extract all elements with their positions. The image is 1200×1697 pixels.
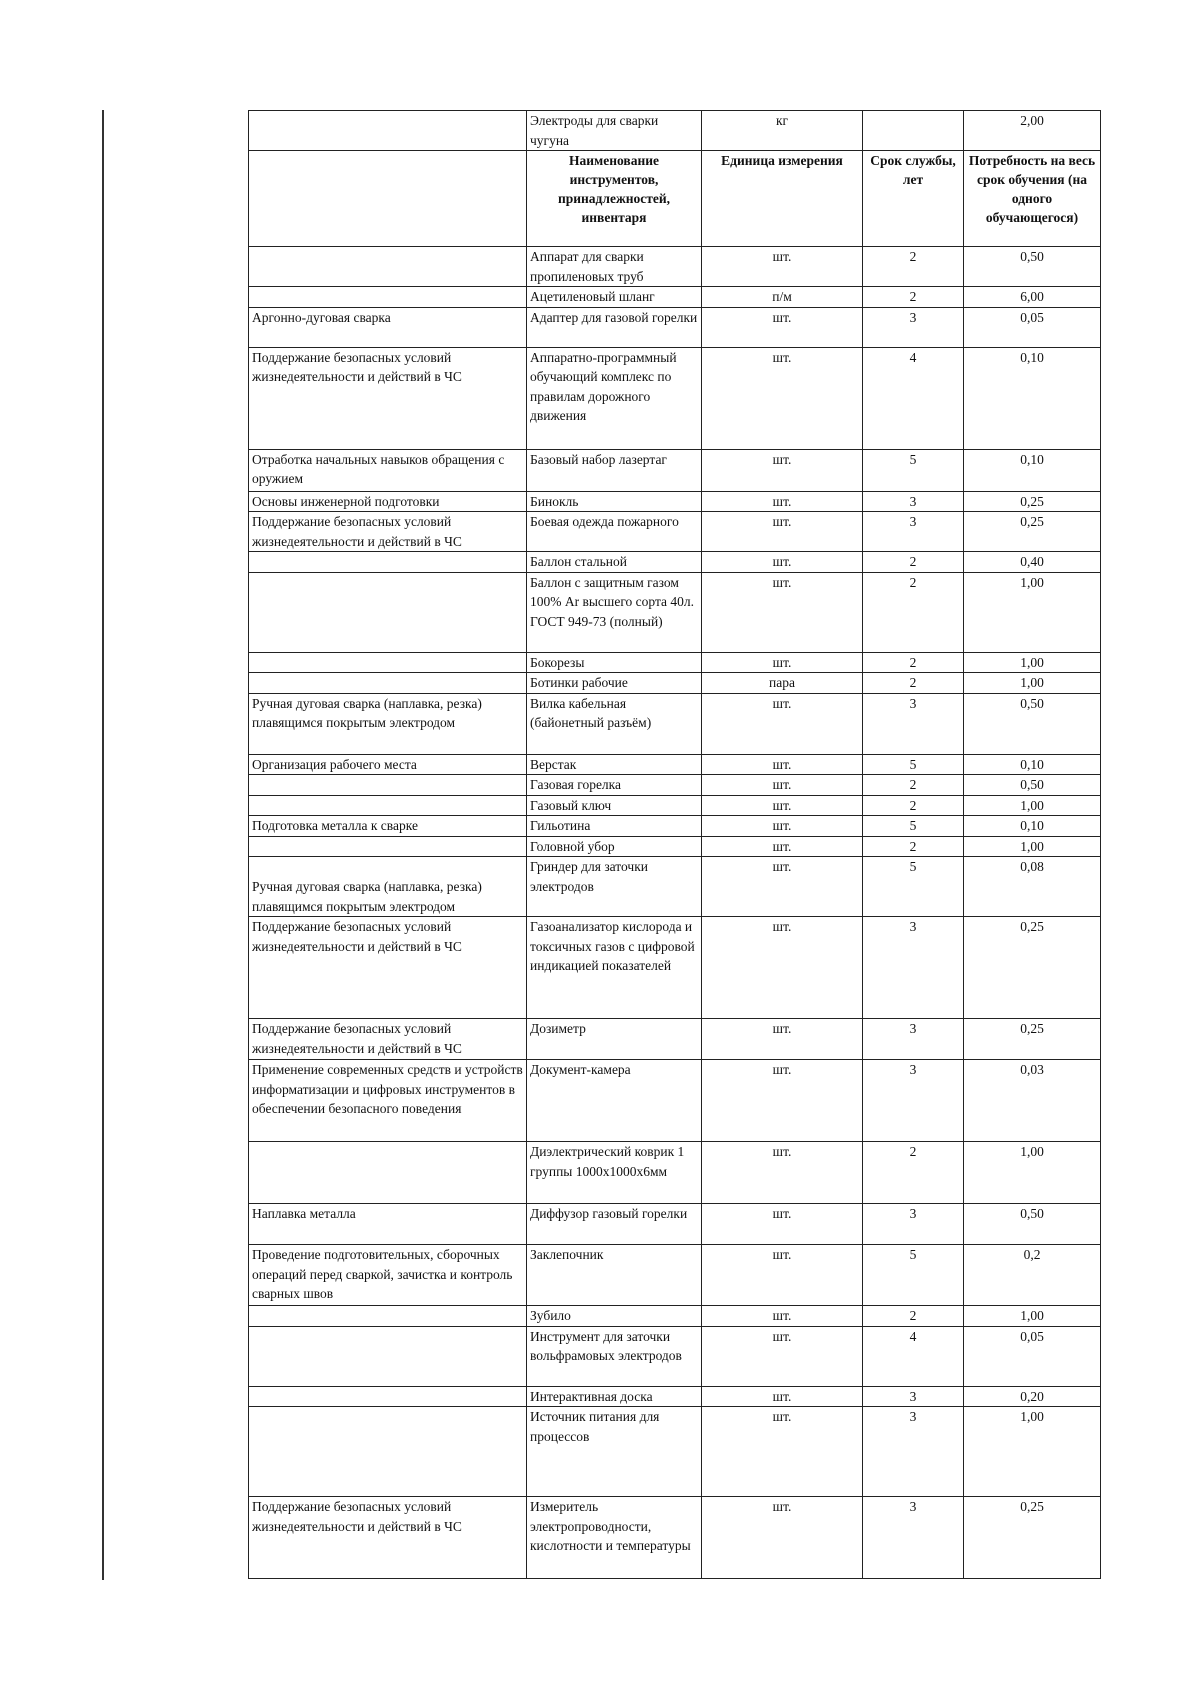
unit-cell: шт. [702,1204,863,1245]
qty-cell: 0,10 [964,754,1101,775]
qty-cell: 0,10 [964,449,1101,491]
table-row [249,857,1101,917]
section-cell [249,1306,527,1327]
life-cell: 5 [863,449,964,491]
item-cell: Головной убор [527,836,702,857]
item-cell: Зубило [527,1306,702,1327]
life-cell: 3 [863,1204,964,1245]
life-cell: 2 [863,1142,964,1204]
table-row [249,552,1101,573]
table-row [249,287,1101,308]
item-cell: Электроды для сварки чугуна [527,111,702,151]
item-cell: Измеритель электропроводности, кислотности и температуры [527,1497,702,1579]
qty-cell: 0,50 [964,247,1101,287]
section-cell: Поддержание безопасных условий жизнедеятельности и действий в ЧС [249,917,527,1019]
qty-cell: 1,00 [964,673,1101,694]
section-cell [249,1407,527,1497]
qty-cell: 0,50 [964,1204,1101,1245]
table-row [249,1204,1101,1245]
life-cell: 3 [863,491,964,512]
table-row [249,754,1101,775]
life-cell: 2 [863,287,964,308]
unit-cell: шт. [702,693,863,754]
qty-cell: 1,00 [964,836,1101,857]
section-cell: Аргонно-дуговая сварка [249,307,527,347]
item-cell: Заклепочник [527,1245,702,1306]
section-cell: Поддержание безопасных условий жизнедеятельности и действий в ЧС [249,1497,527,1579]
header-unit: Единица измерения [702,151,863,247]
section-cell: Поддержание безопасных условий жизнедеятельности и действий в ЧС [249,512,527,552]
item-cell: Базовый набор лазертаг [527,449,702,491]
unit-cell: шт. [702,917,863,1019]
item-cell: Вилка кабельная (байонетный разъём) [527,693,702,754]
table-row [249,1306,1101,1327]
item-cell: Боевая одежда пожарного [527,512,702,552]
life-cell: 3 [863,307,964,347]
section-cell: Проведение подготовительных, сборочных операций перед сваркой, зачистка и контроль сварных швов [249,1245,527,1306]
qty-cell: 0,25 [964,917,1101,1019]
qty-cell: 0,03 [964,1060,1101,1142]
qty-cell: 6,00 [964,287,1101,308]
section-cell [249,775,527,796]
unit-cell: шт. [702,1407,863,1497]
table-row [249,1386,1101,1407]
table-row [249,1407,1101,1497]
life-cell: 3 [863,1060,964,1142]
section-cell: Применение современных средств и устройств информатизации и цифровых инструментов в обеспечении безопасного поведения [249,1060,527,1142]
life-cell: 2 [863,552,964,573]
table-row [249,347,1101,449]
section-cell [249,652,527,673]
item-cell: Интерактивная доска [527,1386,702,1407]
section-cell [249,552,527,573]
table-row [249,1060,1101,1142]
section-cell: Ручная дуговая сварка (наплавка, резка) плавящимся покрытым электродом [249,857,527,917]
unit-cell: шт. [702,816,863,837]
qty-cell: 0,25 [964,512,1101,552]
life-cell: 2 [863,795,964,816]
item-cell: Аппарат для сварки пропиленовых труб [527,247,702,287]
life-cell: 5 [863,1245,964,1306]
table-row [249,247,1101,287]
qty-cell: 0,10 [964,347,1101,449]
header-life: Срок службы, лет [863,151,964,247]
life-cell: 2 [863,1306,964,1327]
item-cell: Баллон с защитным газом 100% Ar высшего сорта 40л. ГОСТ 949-73 (полный) [527,572,702,652]
unit-cell: шт. [702,1019,863,1060]
section-cell: Подготовка металла к сварке [249,816,527,837]
item-cell: Аппаратно-программный обучающий комплекс по правилам дорожного движения [527,347,702,449]
table-row [249,1019,1101,1060]
unit-cell: шт. [702,1306,863,1327]
unit-cell: шт. [702,247,863,287]
section-cell [249,1326,527,1386]
item-cell: Диэлектрический коврик 1 группы 1000х1000х6мм [527,1142,702,1204]
unit-cell: шт. [702,1060,863,1142]
table-row [249,673,1101,694]
table-row [249,775,1101,796]
margin-line [102,110,104,1580]
life-cell [863,111,964,151]
section-cell [249,1142,527,1204]
header-name: Наименование инструментов, принадлежностей, инвентаря [527,151,702,247]
table-row [249,512,1101,552]
life-cell: 3 [863,1497,964,1579]
section-cell [249,836,527,857]
life-cell: 3 [863,1407,964,1497]
life-cell: 5 [863,754,964,775]
section-cell [249,673,527,694]
life-cell: 3 [863,693,964,754]
section-cell [249,287,527,308]
unit-cell: шт. [702,775,863,796]
section-cell: Организация рабочего места [249,754,527,775]
item-cell: Адаптер для газовой горелки [527,307,702,347]
life-cell: 2 [863,673,964,694]
item-cell: Ацетиленовый шланг [527,287,702,308]
section-cell [249,1386,527,1407]
table-row [249,795,1101,816]
item-cell: Баллон стальной [527,552,702,573]
section-cell [249,111,527,151]
table-row [249,693,1101,754]
life-cell: 2 [863,572,964,652]
table-row [249,816,1101,837]
qty-cell: 0,05 [964,1326,1101,1386]
table-row [249,111,1101,151]
life-cell: 2 [863,775,964,796]
section-cell: Наплавка металла [249,1204,527,1245]
qty-cell: 0,50 [964,693,1101,754]
unit-cell: шт. [702,1326,863,1386]
item-cell: Инструмент для заточки вольфрамовых электродов [527,1326,702,1386]
life-cell: 5 [863,816,964,837]
qty-cell: 1,00 [964,1142,1101,1204]
section-cell: Отработка начальных навыков обращения с оружием [249,449,527,491]
equipment-table [248,110,1101,1579]
unit-cell: шт. [702,347,863,449]
life-cell: 3 [863,1386,964,1407]
life-cell: 4 [863,1326,964,1386]
unit-cell: шт. [702,1245,863,1306]
section-cell [249,247,527,287]
qty-cell: 1,00 [964,1306,1101,1327]
qty-cell: 0,2 [964,1245,1101,1306]
qty-cell: 1,00 [964,795,1101,816]
qty-cell: 0,40 [964,552,1101,573]
item-cell: Бинокль [527,491,702,512]
unit-cell: пара [702,673,863,694]
life-cell: 2 [863,247,964,287]
table-row [249,1326,1101,1386]
section-cell [249,795,527,816]
qty-cell: 0,08 [964,857,1101,917]
table-row [249,307,1101,347]
section-cell: Поддержание безопасных условий жизнедеятельности и действий в ЧС [249,1019,527,1060]
table-row [249,449,1101,491]
qty-cell: 2,00 [964,111,1101,151]
section-cell [249,572,527,652]
qty-cell: 0,25 [964,491,1101,512]
unit-cell: шт. [702,1142,863,1204]
life-cell: 3 [863,512,964,552]
qty-cell: 0,25 [964,1019,1101,1060]
qty-cell: 0,25 [964,1497,1101,1579]
life-cell: 3 [863,917,964,1019]
qty-cell: 1,00 [964,652,1101,673]
unit-cell: шт. [702,552,863,573]
section-cell: Поддержание безопасных условий жизнедеятельности и действий в ЧС [249,347,527,449]
life-cell: 2 [863,652,964,673]
qty-cell: 0,10 [964,816,1101,837]
unit-cell: шт. [702,512,863,552]
unit-cell: п/м [702,287,863,308]
unit-cell: шт. [702,491,863,512]
unit-cell: шт. [702,857,863,917]
table-body [249,111,1101,1579]
unit-cell: шт. [702,1386,863,1407]
qty-cell: 1,00 [964,1407,1101,1497]
item-cell: Газовый ключ [527,795,702,816]
table-row [249,917,1101,1019]
unit-cell: кг [702,111,863,151]
table-row [249,836,1101,857]
item-cell: Ботинки рабочие [527,673,702,694]
unit-cell: шт. [702,795,863,816]
unit-cell: шт. [702,449,863,491]
unit-cell: шт. [702,754,863,775]
item-cell: Диффузор газовый горелки [527,1204,702,1245]
table-row [249,491,1101,512]
life-cell: 2 [863,836,964,857]
unit-cell: шт. [702,307,863,347]
unit-cell: шт. [702,572,863,652]
item-cell: Бокорезы [527,652,702,673]
life-cell: 5 [863,857,964,917]
life-cell: 3 [863,1019,964,1060]
table-row [249,572,1101,652]
unit-cell: шт. [702,1497,863,1579]
item-cell: Источник питания для процессов [527,1407,702,1497]
header-row [249,151,1101,247]
item-cell: Гильотина [527,816,702,837]
item-cell: Гриндер для заточки электродов [527,857,702,917]
item-cell: Дозиметр [527,1019,702,1060]
table-row [249,1245,1101,1306]
header-need: Потребность на весь срок обучения (на одного обучающегося) [964,151,1101,247]
life-cell: 4 [863,347,964,449]
item-cell: Верстак [527,754,702,775]
qty-cell: 1,00 [964,572,1101,652]
header-empty [249,151,527,247]
table-row [249,652,1101,673]
table-row [249,1497,1101,1579]
qty-cell: 0,20 [964,1386,1101,1407]
unit-cell: шт. [702,652,863,673]
table-row [249,1142,1101,1204]
section-cell: Основы инженерной подготовки [249,491,527,512]
item-cell: Документ-камера [527,1060,702,1142]
item-cell: Газовая горелка [527,775,702,796]
qty-cell: 0,50 [964,775,1101,796]
section-cell: Ручная дуговая сварка (наплавка, резка) плавящимся покрытым электродом [249,693,527,754]
item-cell: Газоанализатор кислорода и токсичных газов с цифровой индикацией показателей [527,917,702,1019]
unit-cell: шт. [702,836,863,857]
qty-cell: 0,05 [964,307,1101,347]
